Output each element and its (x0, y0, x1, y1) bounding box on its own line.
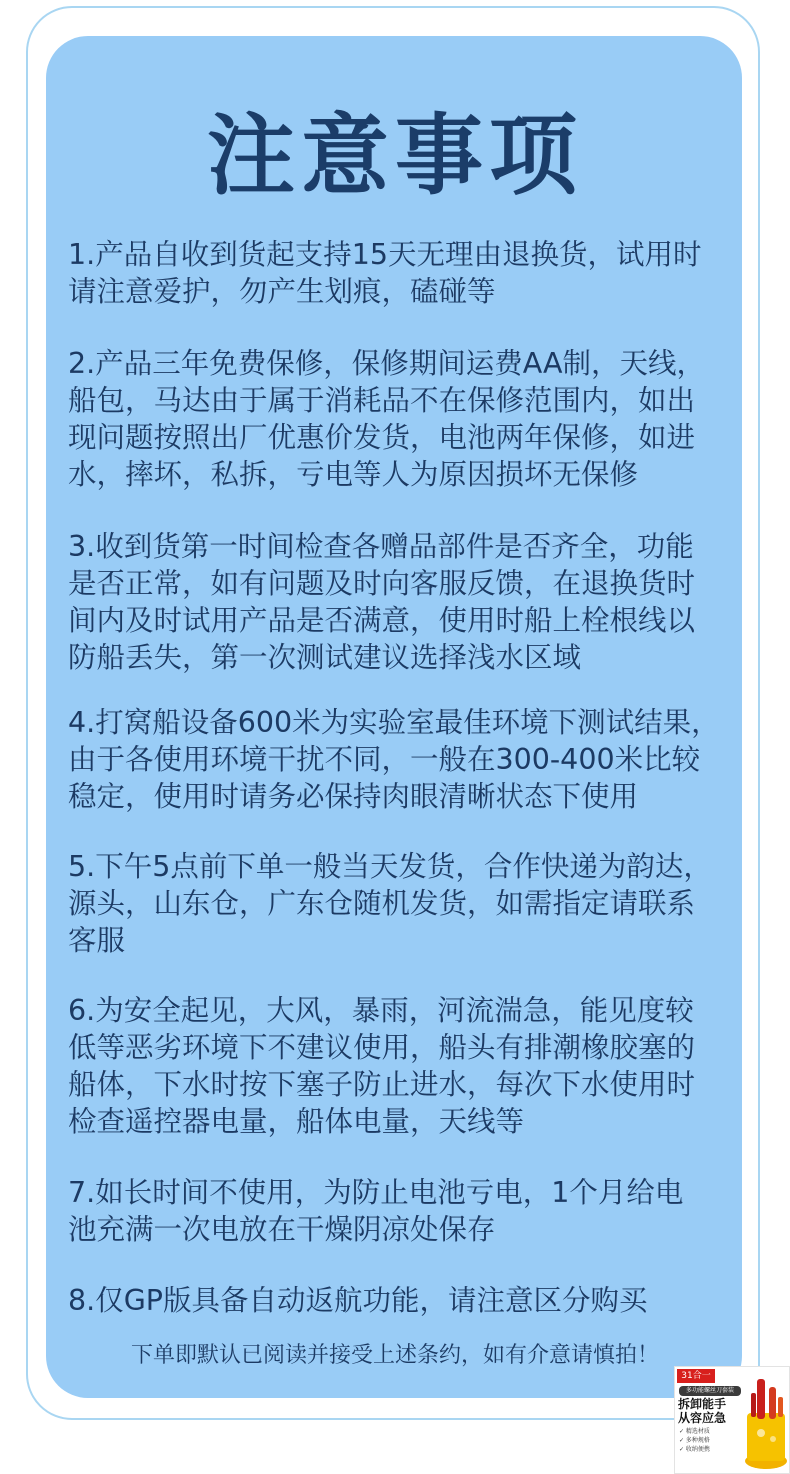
notice-item (68, 848, 736, 959)
notice-line: 请注意爱护，勿产生划痕，磕碰等 (68, 275, 496, 308)
notice-line: 船包，马达由于属于消耗品不在保修范围内，如出 (68, 384, 696, 417)
notice-line: 5.下午5点前下单一般当天发货，合作快递为韵达， (68, 850, 712, 883)
notice-item (68, 704, 736, 815)
notice-line: 8.仅GP版具备自动返航功能，请注意区分购买 (68, 1284, 648, 1317)
notice-line: 防船丢失，第一次测试建议选择浅水区域 (68, 641, 582, 674)
screwdriver-set-image (743, 1373, 789, 1471)
ad-badge: 31合一 (677, 1369, 715, 1383)
notice-line: 7.如长时间不使用，为防止电池亏电，1个月给电 (68, 1176, 684, 1209)
notice-line: 源头，山东仓，广东仓随机发货，如需指定请联系 (68, 887, 696, 920)
ad-bullets (679, 1427, 739, 1454)
notice-line: 现问题按照出厂优惠价发货，电池两年保修，如进 (68, 421, 696, 454)
notice-line: 客服 (68, 924, 126, 957)
notice-line: 船体，下水时按下塞子防止进水，每次下水使用时 (68, 1068, 696, 1101)
notice-line: 6.为安全起见，大风，暴雨，河流湍急，能见度较 (68, 994, 694, 1027)
ad-subtitle: 多功能螺丝刀套装 (679, 1386, 741, 1396)
notice-line: 4.打窝船设备600米为实验室最佳环境下测试结果， (68, 706, 720, 739)
notice-item (68, 1174, 736, 1248)
notice-item (68, 992, 736, 1140)
notice-line: 2.产品三年免费保修，保修期间运费AA制，天线， (68, 347, 705, 380)
notice-item (68, 345, 736, 493)
notice-line: 水，摔坏，私拆，亏电等人为原因损坏无保修 (68, 458, 639, 491)
ad-bullet: ✓ 多种规格 (679, 1437, 710, 1444)
ad-bullet: ✓ 精选材质 (679, 1428, 710, 1435)
notice-line: 低等恶劣环境下不建议使用，船头有排潮橡胶塞的 (68, 1031, 696, 1064)
notice-item (68, 236, 736, 310)
notice-line: 是否正常，如有问题及时向客服反馈，在退换货时 (68, 567, 696, 600)
ad-headline: 拆卸能手 从容应急 (678, 1397, 727, 1425)
notice-line: 由于各使用环境干扰不同，一般在300-400米比较 (68, 743, 701, 776)
notice-line: 检查遥控器电量，船体电量，天线等 (68, 1105, 525, 1138)
product-ad-thumbnail[interactable] (674, 1366, 790, 1474)
notice-line: 稳定，使用时请务必保持肉眼清晰状态下使用 (68, 780, 639, 813)
notice-item (68, 528, 736, 676)
notice-line: 1.产品自收到货起支持15天无理由退换货，试用时 (68, 238, 702, 271)
page-title: 注意事项 (206, 104, 583, 207)
footer-disclaimer: 下单即默认已阅读并接受上述条约，如有介意请慎拍！ (130, 1343, 659, 1368)
notice-line: 3.收到货第一时间检查各赠品部件是否齐全，功能 (68, 530, 694, 563)
ad-bullet: ✓ 收纳便携 (679, 1446, 710, 1453)
notice-line: 池充满一次电放在干燥阴凉处保存 (68, 1213, 496, 1246)
notice-item (68, 1282, 736, 1319)
notice-line: 间内及时试用产品是否满意，使用时船上栓根线以 (68, 604, 696, 637)
